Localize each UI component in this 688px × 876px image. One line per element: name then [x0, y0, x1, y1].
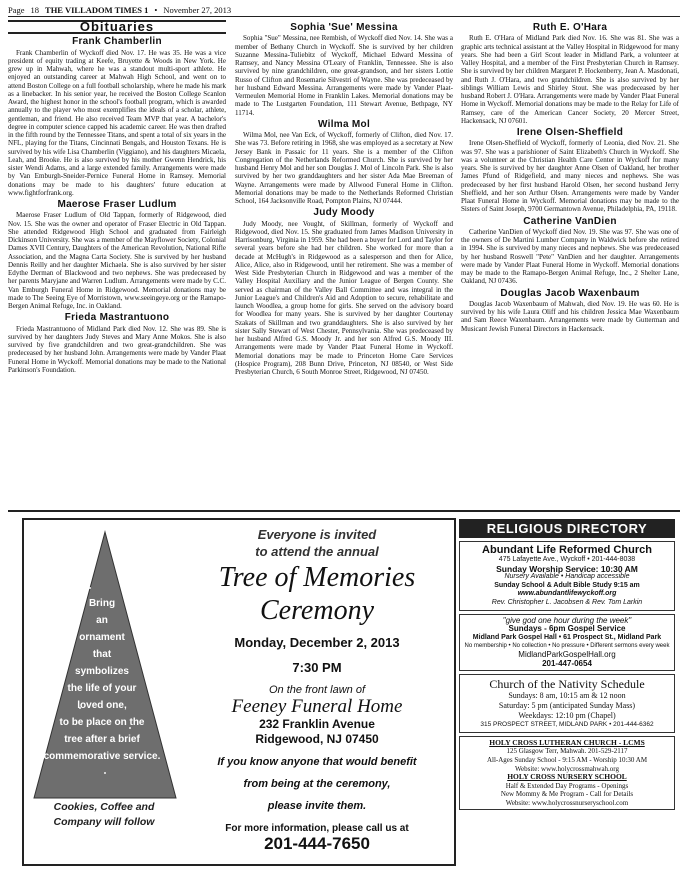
cookies-note: Cookies, Coffee and Company will follow	[53, 801, 155, 828]
issue-date: November 27, 2013	[163, 5, 232, 15]
obit-name: Ruth E. O'Hara	[532, 22, 608, 33]
directory-listing: HOLY CROSS LUTHERAN CHURCH - LCMS 125 Glasgow Terr, Mahwah. 201-529-2117 All-Ages Sunday School - 9:15 AM - Worship 10:30 AM Website: www.holycrossmahwah.org HOLY CROSS NURSERY SCHOOL Half & Extended Day Programs - Openings New Mommy & Me Program - Call for Details Website: www.holycrossnurseryschool.com	[459, 736, 675, 811]
obit-name: Judy Moody	[313, 207, 375, 219]
obit-text: Irene Olsen-Sheffield of Wyckoff, formerly of Leonia, died Nov. 21. She was 97. She was a parishioner of Saint Elizabeth's Church in Wyckoff. She was a volunteer at the Christian Health Care Center in Wyckoff for many years. She is survived by her daughter Anne Olsen of Oakland, her brother James Pfund of Ridgefield, and many nieces and nephews. She was predeceased by her first husband Harold Olsen, her second husband Jerry Sheffield, and her son Arthur Olsen. Arrangements were made by Vander Plaat Funeral Home in Wyckoff. Memorial donations may be made to the Sisters of Saint Joseph, 9700 Germantown Avenue, Philadelphia, PA, 19118.	[461, 139, 679, 214]
event-time: 7:30 PM	[292, 660, 342, 675]
column-3	[461, 20, 679, 333]
obit-name: Frank Chamberlin	[72, 36, 162, 48]
contact-note: For more information, please call us at	[225, 823, 409, 834]
directory-listing: Church of the Nativity Schedule Sundays: 8 am, 10:15 am & 12 noon Saturday: 5 pm (anticipated Sunday Mass) Weekdays: 12:10 pm (Chapel) 315 PROSPECT STREET, MIDLAND PARK • 201-444-6362	[459, 674, 675, 733]
invite-note: please invite them.	[267, 800, 367, 812]
obit-name: Wilma Mol	[317, 118, 371, 130]
section-divider	[8, 510, 680, 512]
religious-directory	[459, 519, 675, 810]
venue-name: Feeney Funeral Home	[231, 696, 403, 717]
column-1	[8, 20, 226, 374]
page-header	[8, 4, 680, 17]
obit-text: Frank Chamberlin of Wyckoff died Nov. 17. He was 35. He was a vice president of equity trading at Keefe, Bruyette & Woods in New York. He grew up in Mahwah, where he was a standout multi-sport athlete. He enjoyed an outstanding career at Mahwah High School, and went on to attend Boston College on a full football scholarship, where he made his mark as a linebacker. In his senior year, he received the Boston College Scanlon Award, the highest honor in the school's football program, which is awarded annually to the player who most exemplifies the ideals of a scholar, athlete, gentleman, and friend. He also received Team MVP that year. A bachelor's degree in computer science capped his academic career. He was then drafted in the fifth round by the Tennessee Titans, and spent a total of six years in the NFL, playing for the Titans, Cincinnati Bengals, and Houston Texans. He is survived by his wife Lisa Chamberlin (Viggiano), and his daughters Micaela, Leah, and Brooke. He is also survived by his mother Gwenn Hendrick, his sister Wendi Adams, and a large extended family. Arrangements were made by Van Emburgh-Sneider-Pernice Funeral Home in Ramsey. Memorial donations may be made to his daughters' future education at www.fightforfrank.org.	[8, 48, 226, 197]
obit-name: Maerose Fraser Ludlum	[57, 199, 177, 210]
page-label: Page	[8, 5, 25, 15]
event-date: Monday, December 2, 2013	[234, 635, 400, 650]
header-sep: •	[154, 5, 158, 15]
invite-line: to attend the annual	[255, 544, 379, 559]
column-2	[235, 20, 453, 376]
obit-text: Douglas Jacob Waxenbaum of Mahwah, died Nov. 19. He was 60. He is survived by his wife Laura Oliff and his children Jessica Mae Waxenbaum and Sam Reece Waxenbaum. Arrangements were made by Gutterman and Musicant Jewish Funeral Directors in Hackensack.	[461, 299, 679, 333]
venue-address: 232 Franklin Avenue	[259, 717, 375, 731]
tree-of-memories-ad	[22, 518, 456, 866]
obit-text: Ruth E. O'Hara of Midland Park died Nov. 16. She was 81. She was a graphic arts technical assistant at the Valley Hospital in Ridgewood for many years. She had been a Girl Scout leader in Midland Park, a volunteer at Valley Hospital, and a member of the First Presbyterian Church in Ramsey. She is survived by her children Margaret P. Hockenberry, Jean A. Masdonati, and Ruth J. O'Hara, and two grandchildren. She is also survived by her siblings William Lewis and Shirley Stout. She was predeceased by her husband Robert J. O'Hara. Arrangements were made by Vander Plaat Funeral Home in Wyckoff. Memorial donations may be made to the Relay for Life of Ramsey, care of the American Cancer Society, 20 Mercer Street, Hackensack, NJ 07601.	[461, 34, 679, 125]
event-title: Tree of Memories	[218, 562, 416, 593]
paper-name: THE VILLADOM TIMES 1	[45, 5, 149, 15]
venue-intro: On the front lawn of	[269, 684, 365, 696]
obit-text: Judy Moody, nee Vought, of Skillman, formerly of Wyckoff and Ridgewood, died Nov. 15. She graduated from James Madison University in Harrisonburg, Virginia in 1959. She had been a buyer for Lord and Taylor for several years before she had her children. She worked for more than a decade at McHugh's in Ridgewood as a salesperson and then for Alice, Alice, Alice, also in Ridgewood, until her retirement. She was a member of West Side Presbyterian Church in Ridgewood and was a member of the Valley Hospital Auxiliary and the Junior League of Bergen County. She served as chairman of the Valley Ball Committee and was integral in the Junior League's and Children's Aid and Adoption to secure, rehabilitate and launch Woodlea, a group home for girls. She served on the advisory board for Woodlea for many years. She is survived by her daughter Courtenay Szakats of Skillman and two granddaughters. She is also survived by her sister Sally Stewart of West Chester, Pennsylvania. She was predeceased by her husband Alfred G.S. Moody Jr. and her son Alfred G.S. Moody III. Arrangements were made by Vander Plaat Funeral Home in Wyckoff. Memorial donations may be made to Princeton Home Care Services (Hospice Program), 208 Bunn Drive, Princeton, NJ 08540, or West Side Presbyterian Church, 6 South Monroe Street, Ridgewood, NJ 07450.	[235, 219, 453, 376]
obit-text: Maerose Fraser Ludlum of Old Tappan, formerly of Ridgewood, died Nov. 15. She was the owner and operator of Fraser Electric in Old Tappan. She attended Ridgewood High School and graduated from Fairleigh Dickinson University. She was a member of the Mayflower Society, Colonial Dames XVII Century, Daughters of the American Revolution, National Rifle Association, and the Magna Carta Society. She is survived by her husband Dennis Reilly and her daughter Michaela. She is also survived by her sister Edythe Derman of Blackwood and two nephews. She was predeceased by her parents Maryjane and Warren Ludlum. Arrangements were made by C.C. Van Emburgh Funeral Home in Ridgewood. Memorial donations may be made to The Seeing Eye of Morristown, www.seeingeye.org or the Ramapo-Bergen Animal Refuge, Inc. in Oakland.	[8, 211, 226, 310]
obit-name: Sophia 'Sue' Messina	[290, 22, 398, 33]
obit-text: Frieda Mastrantuono of Midland Park died Nov. 12. She was 89. She is survived by her daughters Judy Steves and Mary Anne Mokos. She is also survived by five grandchildren and two great-grandchildren. She was predeceased by her husband John. Arrangements were made by Vander Plaat Funeral Home in Wyckoff. Memorial donations may be made to the National Parkinson's Foundation.	[8, 324, 226, 374]
obit-name: Douglas Jacob Waxenbaum	[500, 287, 640, 299]
obit-text: Sophia "Sue" Messina, nee Rembish, of Wyckoff died Nov. 14. She was a member of Bethany Church in Wyckoff. She is survived by her children Suzanne Messina-Tuliebitz of Wyckoff, Michael Edward Messina of Ramsey, and Nancy Messina O'Leary of Franklin, Tennessee. She is also survived by nine grandchildren, one great-grandson, and her sisters Lottie Russo of Clifton and Rosemarie Silvestri of Wayne. She was predeceased by her husband Edward Messina. Arrangements were made by Vander Plaat-Vermeulen Memorial Home in Franklin Lakes. Memorial donations may be made to The Lustgarten Foundation, 111 Stewart Avenue, Bethpage, NY 11714.	[235, 34, 453, 117]
directory-listing: "give god one hour during the week" Sundays - 6pm Gospel Service Midland Park Gospel Hall • 61 Prospect St., Midland Park No membership • No collection • No pressure • Different sermons every week MidlandParkGospelHall.org 201-447-0654	[459, 614, 675, 672]
invite-note: from being at the ceremony,	[243, 778, 391, 790]
page-number: 18	[30, 5, 40, 15]
obit-name: Irene Olsen-Sheffield	[516, 127, 624, 138]
obit-name: Frieda Mastrantuono	[64, 312, 170, 324]
obit-name: Catherine VanDien	[523, 215, 617, 227]
event-title: Ceremony	[259, 595, 375, 626]
contact-phone: 201-444-7650	[264, 834, 370, 853]
ad-details	[184, 526, 450, 854]
directory-title: RELIGIOUS DIRECTORY	[459, 519, 675, 538]
venue-address: Ridgewood, NJ 07450	[255, 732, 379, 746]
directory-listing: Abundant Life Reformed Church 475 Lafayette Ave., Wyckoff • 201-444-8038 Sunday Worship Service: 10:30 AM Nursery Available • Handicap accessible Sunday School & Adult Bible Study 9:15 am www.abundantlifewyckoff.org Rev. Christopher L. Jacobsen & Rev. Tom Larkin	[459, 541, 675, 611]
invite-note: If you know anyone that would benefit	[217, 756, 417, 768]
tree-message: Bring an ornament that symbolizes the life of your loved one, to be place on the tree after a brief commemorative service.	[43, 598, 161, 762]
invite-line: Everyone is invited	[257, 527, 377, 542]
section-title: Obituaries	[8, 20, 226, 34]
obit-text: Wilma Mol, nee Van Eck, of Wyckoff, formerly of Clifton, died Nov. 17. She was 73. Before retiring in 1968, she was employed as a secretary at New Jersey Bank in Passaic for 11 years. She is a member of the Clifton Congregation of the Netherlands Reformed Church. She is survived by her husband Henry Mol and her son Douglas J. Mol of Lincoln Park. She is also survived by her two granddaughters and her sister Ada Mae Breeman of Wayne. Arrangements were made by Allwood Funeral Home in Clifton. Memorial donations may be made to the Netherlands Reformed Christian School, 164 Jacksonville Road, Pompton Plains, NJ 07444.	[235, 131, 453, 205]
obit-text: Catherine VanDien of Wyckoff died Nov. 19. She was 97. She was one of the owners of De Martini Lumber Company in Waldwick before she retired in 1994. She is survived by many nieces and nephews. She was predeceased by her husband Roswell "Pete" VanDien and her daughter. Arrangements were made by Vander Plaat Funeral Home in Wyckoff. Memorial donations may be made to the Ramapo-Bergen Animal Refuge, Inc., 2 Shelter Lane, Oakland, NJ 07436.	[461, 227, 679, 286]
